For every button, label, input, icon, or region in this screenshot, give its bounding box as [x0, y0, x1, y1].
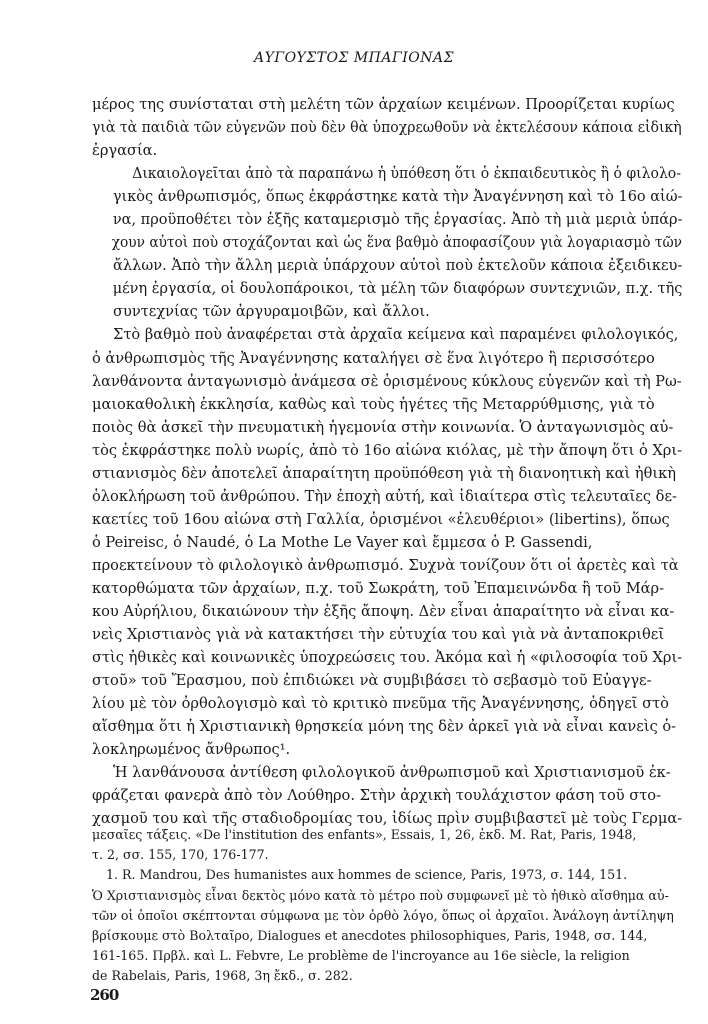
footnote-line: de Rabelais, Paris, 1968, 3η ἔκδ., σ. 282. — [92, 968, 353, 984]
text-line: φράζεται φανερὰ ἀπὸ τὸν Λούθηρο. Στὴν ἀρχικὴ τουλάχιστον φάση τοῦ στο- — [92, 787, 662, 805]
text-line: χουν αὐτοὶ ποὺ στοχάζονται καὶ ὡς ἕνα βαθμὸ ἀποφασίζουν γιὰ λογαριασμὸ τῶν — [111, 234, 682, 252]
text-line: Στὸ βαθμὸ ποὺ ἀναφέρεται στὰ ἀρχαῖα κείμενα καὶ παραμένει φιλολογικός, — [113, 326, 679, 344]
paragraph — [92, 162, 682, 323]
text-line: νεὶς Χριστιανὸς γιὰ νὰ κατακτήσει τὴν εὐτυχία του καὶ γιὰ νὰ ἀνταποκριθεῖ — [92, 626, 665, 644]
text-line: στὶς ἠθικὲς καὶ κοινωνικὲς ὑποχρεώσεις του. Ἀκόμα καὶ ἡ «φιλοσοφία τοῦ Χρι- — [92, 649, 683, 667]
paragraph — [92, 761, 682, 830]
text-line: λίου μὲ τὸν ὀρθολογισμὸ καὶ τὸ κριτικὸ πνεῦμα τῆς Ἀναγέννησης, ὁδηγεῖ στὸ — [92, 695, 669, 713]
paragraph — [92, 93, 682, 162]
text-line: τὸς ἐκφράστηκε πολὺ νωρίς, ἀπὸ τὸ 16ο αἰώνα κιόλας, μὲ τὴν ἄποψη ὅτι ὁ Χρι- — [92, 441, 683, 459]
footnote-line: τῶν οἱ ὁποῖοι σκέπτονται σύμφωνα με τὸν ὀρθὸ λόγο, ὅπως οἱ ἀρχαῖοι. Ἀνάλογη ἀντίληψη — [92, 907, 674, 923]
footnote-line: Ὁ Χριστιανισμὸς εἶναι δεκτὸς μόνο κατὰ τὸ μέτρο ποὺ συμφωνεῖ μὲ τὸ ἠθικὸ αἴσθημα αὐ- — [92, 887, 669, 903]
footnote-1 — [92, 865, 682, 986]
text-line: προεκτείνουν τὸ φιλολογικὸ ἀνθρωπισμό. Συχνὰ τονίζουν ὅτι οἱ ἀρετὲς καὶ τὰ — [92, 556, 679, 574]
footnote-line: 1. R. Mandrou, Des humanistes aux hommes de science, Paris, 1973, σ. 144, 151. — [106, 867, 628, 883]
footnote-continuation — [92, 825, 682, 865]
text-line: ποιὸς θὰ ἀσκεῖ τὴν πνευματικὴ ἡγεμονία στὴν κοινωνία. Ὁ ἀνταγωνισμὸς αὐ- — [92, 418, 674, 436]
text-line: στιανισμὸς δὲν ἀποτελεῖ ἀπαραίτητη προϋπόθεση γιὰ τὴ διανοητικὴ καὶ ἠθικὴ — [92, 464, 676, 482]
text-line: αἴσθημα ὅτι ἡ Χριστιανικὴ θρησκεία μόνη της δὲν ἀρκεῖ γιὰ νὰ εἶναι κανεὶς ὁ- — [92, 718, 677, 736]
text-line: στοῦ» τοῦ Ἔρασμου, ποὺ ἐπιδιώκει νὰ συμβιβάσει τὸ σεβασμὸ τοῦ Εὐαγγε- — [92, 672, 652, 690]
text-line: ὁ Peireisc, ὁ Naudé, ὁ La Mothe Le Vayer καὶ ἔμμεσα ὁ P. Gassendi, — [92, 533, 593, 551]
footnote-line: τ. 2, σσ. 155, 170, 176-177. — [92, 847, 269, 863]
paragraph — [92, 323, 682, 761]
text-line: γιὰ τὰ παιδιὰ τῶν εὐγενῶν ποὺ δὲν θὰ ὑποχρεωθοῦν νὰ ἐκτελέσουν κάποια εἰδικὴ — [92, 119, 682, 137]
text-line: ὁ ἀνθρωπισμὸς τῆς Ἀναγέννησης καταλήγει σὲ ἕνα λιγότερο ἢ περισσότερο — [92, 349, 655, 367]
footnote-line: 161-165. Πρβλ. καὶ L. Febvre, Le problème de l'incroyance au 16e siècle, la religion — [92, 948, 630, 964]
footnote-line: βρίσκουμε στὸ Βολταῖρο, Dialogues et anecdotes philosophiques, Paris, 1948, σσ. 144, — [92, 928, 648, 944]
footnote-line: μεσαῖες τάξεις. «De l'institution des enfants», Essais, 1, 26, ἐκδ. M. Rat, Paris, 1948, — [92, 827, 637, 842]
text-line: κου Αὐρήλιου, δικαιώνουν τὴν ἑξῆς ἄποψη. Δὲν εἶναι ἀπαραίτητο νὰ εἶναι κα- — [92, 603, 675, 621]
text-line: ὁλοκλήρωση τοῦ ἀνθρώπου. Τὴν ἐποχὴ αὐτή, καὶ ἰδιαίτερα στὶς τελευταῖες δε- — [92, 487, 677, 505]
text-line: κατορθώματα τῶν ἀρχαίων, π.χ. τοῦ Σωκράτη, τοῦ Ἐπαμεινώνδα ἢ τοῦ Μάρ- — [92, 579, 665, 597]
text-line: να, προϋποθέτει τὸν ἑξῆς καταμερισμὸ τῆς ἐργασίας. Ἀπὸ τὴ μιὰ μεριὰ ὑπάρ- — [112, 211, 683, 229]
text-line: λανθάνοντα ἀνταγωνισμὸ ἀνάμεσα σὲ ὁρισμένους κύκλους εὐγενῶν καὶ τὴ Ρω- — [92, 372, 682, 390]
text-line: μένη ἐργασία, οἱ δουλοπάροικοι, τὰ μέλη τῶν διαφόρων συντεχνιῶν, π.χ. τῆς — [112, 280, 683, 298]
text-line: συντεχνίας τῶν ἀργυραμοιβῶν, καὶ ἄλλοι. — [113, 303, 430, 321]
page-number: 260 — [90, 986, 119, 1004]
text-line: μαιοκαθολικὴ ἐκκλησία, καθὼς καὶ τοὺς ἡγέτες τῆς Μεταρρύθμισης, γιὰ τὸ — [92, 395, 655, 413]
text-line: ἄλλων. Ἀπὸ τὴν ἄλλη μεριὰ ὑπάρχουν αὐτοὶ ποὺ ἐκτελοῦν κάποια ἐξειδικευ- — [113, 257, 683, 275]
text-line: λοκληρωμένος ἄνθρωπος¹. — [92, 741, 291, 759]
text-line: χασμοῦ του καὶ τῆς σταδιοδρομίας του, ἰδίως πρὶν συμβιβαστεῖ μὲ τοὺς Γερμα- — [92, 810, 683, 828]
footnotes — [92, 825, 682, 987]
text-line: Δικαιολογεῖται ἀπὸ τὰ παραπάνω ἡ ὑπόθεση ὅτι ὁ ἐκπαιδευτικὸς ἢ ὁ φιλολο- — [132, 165, 681, 183]
text-line: μέρος της συνίσταται στὴ μελέτη τῶν ἀρχαίων κειμένων. Προορίζεται κυρίως — [92, 96, 675, 113]
text-line: καετίες τοῦ 16ου αἰώνα στὴ Γαλλία, ὁρισμένοι «ἐλευθέριοι» (libertins), ὅπως — [92, 510, 670, 528]
text-line: Ἡ λανθάνουσα ἀντίθεση φιλολογικοῦ ἀνθρωπισμοῦ καὶ Χριστιανισμοῦ ἐκ- — [113, 764, 671, 782]
text-line: γικὸς ἀνθρωπισμός, ὅπως ἐκφράστηκε κατὰ τὴν Ἀναγέννηση καὶ τὸ 16ο αἰώ- — [112, 188, 683, 206]
running-header: ΑΥΓΟΥΣΤΟΣ ΜΠΑΓΙΟΝΑΣ — [254, 50, 454, 66]
main-text — [92, 93, 682, 831]
text-line: ἐργασία. — [92, 142, 158, 160]
